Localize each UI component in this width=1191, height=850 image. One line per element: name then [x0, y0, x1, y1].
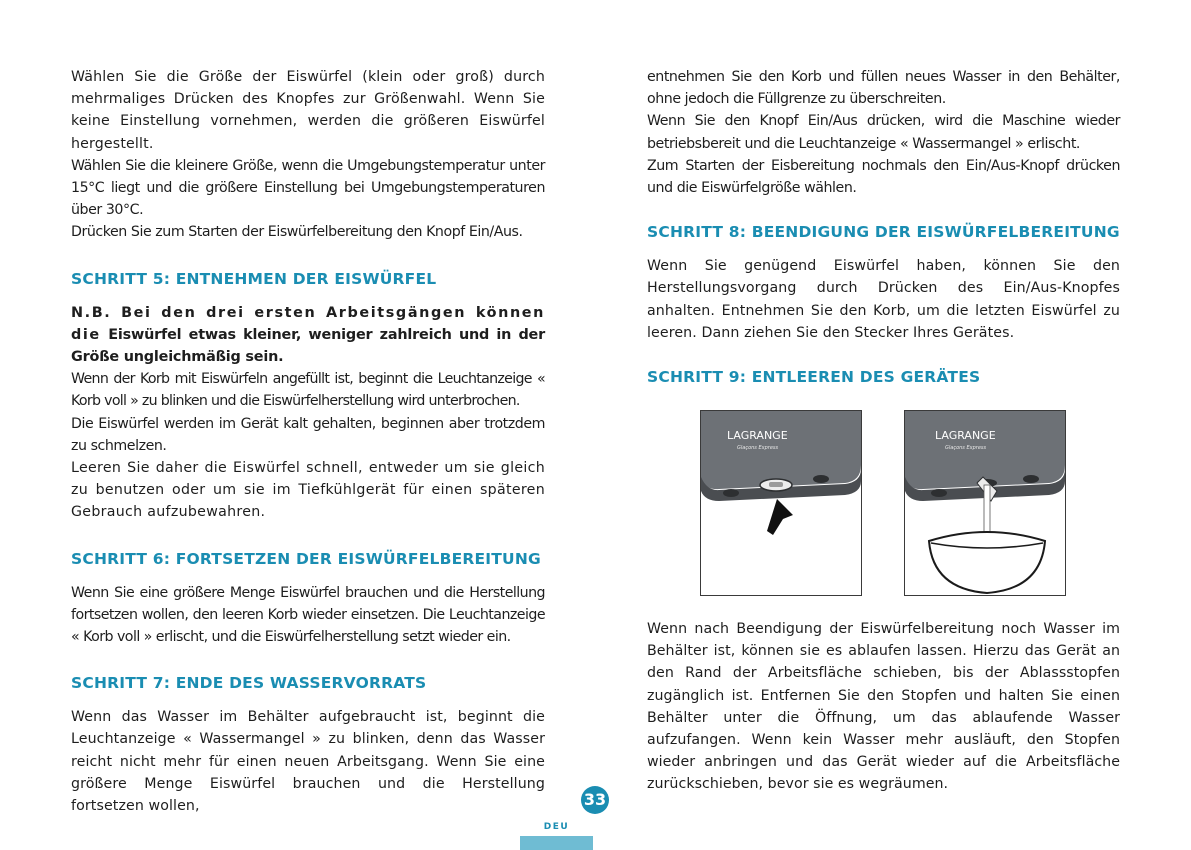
step7-heading: SCHRITT 7: ENDE DES WASSERVORRATS	[71, 674, 427, 693]
appliance-drain-illustration	[701, 411, 861, 595]
step5-note-line1: N.B. Bei den drei ersten Arbeitsgängen können die	[71, 304, 545, 343]
step8-heading: SCHRITT 8: BEENDIGUNG DER EISWÜRFELBEREITUNG	[647, 223, 1120, 242]
right-column	[647, 66, 1120, 388]
language-code: DEU	[543, 822, 570, 832]
step9-heading: SCHRITT 9: ENTLEEREN DES GERÄTES	[647, 368, 981, 387]
step9-paragraph: Wenn nach Beendigung der Eiswürfelbereitung noch Wasser im Behälter ist, können sie es ablaufen lassen. Hierzu das Gerät an den Rand der Arbeitsfläche schieben, bis der Ablassstopfen zugänglich ist. Entfernen Sie den Stopfen und halten Sie einen Behälter unter die Öffnung, um das ablaufende Wasser aufzufangen. Wenn kein Wasser mehr ausläuft, den Stopfen wieder anbringen und das Gerät wieder auf die Arbeitsfläche zurückschieben, bevor sie es wegräumen.	[647, 621, 1120, 793]
model-logo-text-2: Glaçons Express	[945, 445, 987, 451]
step6-heading: SCHRITT 6: FORTSETZEN DER EISWÜRFELBEREITUNG	[71, 549, 541, 568]
model-logo-text: Glaçons Express	[737, 445, 779, 451]
step8-paragraph: Wenn Sie genügend Eiswürfel haben, können Sie den Herstellungsvorgang durch Drücken des Ein/Aus-Knopfes anhalten. Entnehmen Sie den Korb, um die letzten Eiswürfel zu leeren. Dann ziehen Sie den Stecker Ihres Gerätes.	[647, 258, 1120, 341]
left-column	[71, 66, 545, 817]
intro-paragraph-temperature: Wählen Sie die kleinere Größe, wenn die Umgebungstemperatur unter 15°C liegt und die größere Einstellung bei Umgebungstemperaturen über 30°C.	[71, 157, 545, 219]
continued-paragraph-restart: Wenn Sie den Knopf Ein/Aus drücken, wird die Maschine wieder betriebsbereit und die Leuchtanzeige « Wassermangel » erlischt.	[647, 113, 1120, 152]
intro-paragraph-size: Wählen Sie die Größe der Eiswürfel (klein oder groß) durch mehrmaliges Drücken des Knopfes zur Größenwahl. Wenn Sie keine Einstellung vornehmen, werden die größeren Eiswürfel hergestellt.	[71, 69, 545, 152]
intro-paragraph-start: Drücken Sie zum Starten der Eiswürfelbereitung den Knopf Ein/Aus.	[71, 224, 523, 241]
page-number: 33	[581, 786, 609, 814]
step5-paragraph-full: Wenn der Korb mit Eiswürfeln angefüllt ist, beginnt die Leuchtanzeige « Korb voll » zu blinken und die Eiswürfelherstellung wird unterbrochen.	[71, 371, 545, 410]
figure-drain-plug	[700, 410, 862, 596]
step6-paragraph: Wenn Sie eine größere Menge Eiswürfel brauchen und die Herstellung fortsetzen wollen, den leeren Korb wieder einsetzen. Die Leuchtanzeige « Korb voll » erlischt, und die Eiswürfelherstellung setzt wieder ein.	[71, 584, 545, 646]
step7-paragraph: Wenn das Wasser im Behälter aufgebraucht ist, beginnt die Leuchtanzeige « Wassermangel » zu blinken, denn das Wasser reicht nicht mehr für einen neuen Arbeitsgang. Wenn Sie eine größere Menge Eiswürfel brauchen und die Herstellung fortsetzen wollen,	[71, 709, 545, 815]
figure-drain-water	[904, 410, 1066, 596]
step5-heading: SCHRITT 5: ENTNEHMEN DER EISWÜRFEL	[71, 269, 437, 288]
step5-note	[71, 302, 545, 369]
step5-paragraph-empty: Leeren Sie daher die Eiswürfel schnell, entweder um sie gleich zu benutzen oder um sie im Tiefkühlgerät für einen späteren Gebrauch aufzubewahren.	[71, 460, 545, 521]
language-bar	[520, 836, 593, 850]
continued-paragraph-refill: entnehmen Sie den Korb und füllen neues Wasser in den Behälter, ohne jedoch die Füllgrenze zu überschreiten.	[647, 69, 1120, 108]
step5-paragraph-melting: Die Eiswürfel werden im Gerät kalt gehalten, beginnen aber trotzdem zu schmelzen.	[71, 415, 545, 454]
appliance-bowl-illustration	[905, 411, 1065, 595]
brand-logo-text-2: LAGRANGE	[935, 429, 996, 442]
brand-logo-text: LAGRANGE	[727, 429, 788, 442]
step5-note-line2: Eiswürfel etwas kleiner, weniger zahlreich und in der Größe ungleichmäßig sein.	[71, 326, 546, 366]
continued-paragraph-size: Zum Starten der Eisbereitung nochmals den Ein/Aus-Knopf drücken und die Eiswürfelgröße wählen.	[647, 157, 1120, 197]
